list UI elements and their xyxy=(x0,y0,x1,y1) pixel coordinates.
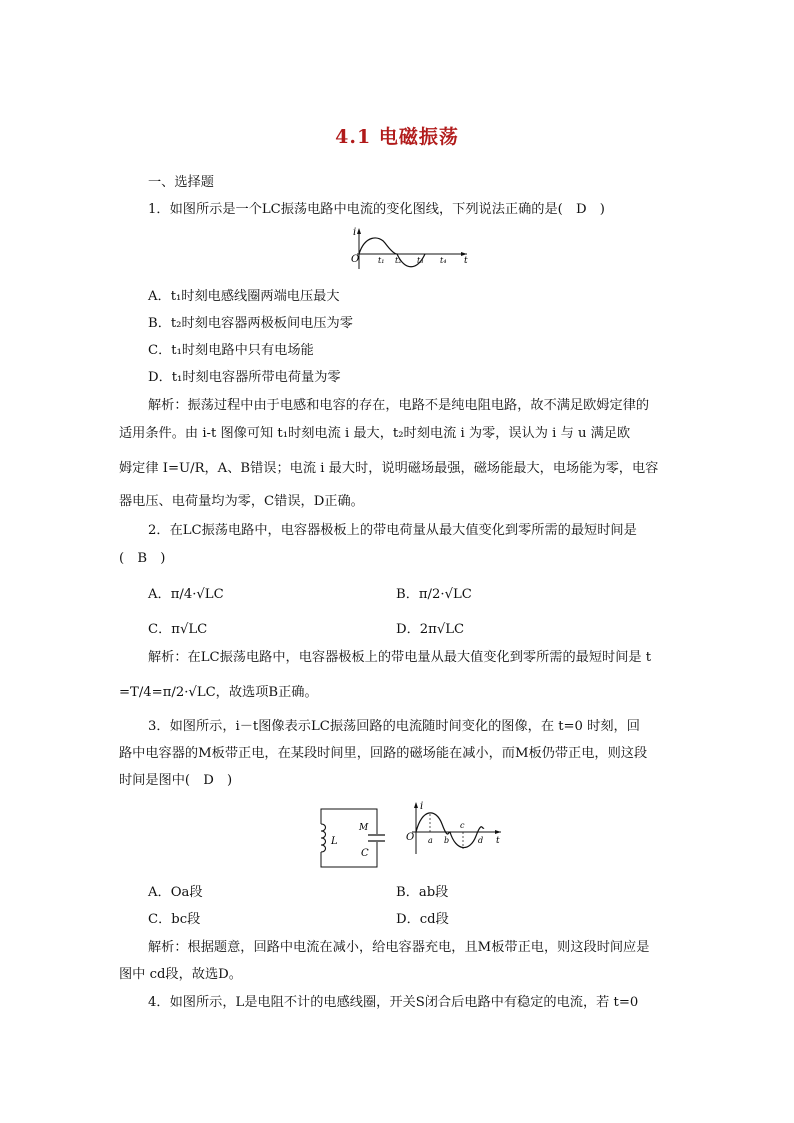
q1-analysis-line-4: 器电压、电荷量均为零，C错误，D正确。 xyxy=(119,494,364,509)
q1-option-d: D．t₁时刻电容器所带电荷量为零 xyxy=(148,370,341,385)
q3-origin: O xyxy=(406,832,415,843)
q2-option-d: D．2π√LC xyxy=(396,622,465,637)
q1-current-graph xyxy=(345,225,480,273)
q2-option-b: B．π/2·√LC xyxy=(396,587,472,602)
q3-inductor-label: L xyxy=(331,836,338,847)
q3-axis-t: t xyxy=(496,836,500,846)
q1-analysis-line-1: 解析：振荡过程中由于电感和电容的存在，电路不是纯电阻电路，故不满足欧姆定律的 xyxy=(148,398,650,413)
q1-option-a: A．t₁时刻电感线圈两端电压最大 xyxy=(148,289,340,304)
q3-current-graph xyxy=(400,800,505,860)
q1-t2: t₂ xyxy=(395,256,402,265)
q1-analysis-line-3: 姆定律 I=U/R，A、B错误；电流 i 最大时，说明磁场最强，磁场能最大，电场能为零，电容 xyxy=(119,461,659,476)
q3-capacitor-label: C xyxy=(361,848,369,859)
q4-stem: 4．如图所示，L是电阻不计的电感线圈，开关S闭合后电路中有稳定的电流，若 t=0 xyxy=(148,995,639,1010)
q2-option-c: C．π√LC xyxy=(148,622,208,637)
q1-stem xyxy=(148,200,605,220)
q3-option-b: B．ab段 xyxy=(396,885,449,900)
q3-analysis-line-2: 图中 cd段，故选D。 xyxy=(119,967,242,982)
q1-axis-t: t xyxy=(464,256,468,266)
q3-axis-i: i xyxy=(420,801,424,812)
q3-point-c: c xyxy=(460,821,465,830)
q3-point-a: a xyxy=(428,836,433,845)
q1-analysis-line-2: 适用条件。由 i-t 图像可知 t₁时刻电流 i 最大，t₂时刻电流 i 为零，误认为 i 与 u 满足欧 xyxy=(119,426,631,441)
q3-plate-m-label: M xyxy=(359,823,369,833)
q2-stem-line-2: ( B ) xyxy=(119,551,166,566)
q3-point-d: d xyxy=(478,836,484,845)
q1-t4: t₄ xyxy=(440,256,447,265)
q3-stem-line-1: 3．如图所示，i－t图像表示LC振荡回路的电流随时间变化的图像，在 t=0 时刻，回 xyxy=(148,719,640,734)
q2-analysis-line-1: 解析：在LC振荡电路中，电容器极板上的带电量从最大值变化到零所需的最短时间是 t xyxy=(148,650,652,665)
q1-t3: t₃ xyxy=(417,256,424,265)
section-heading: 一、选择题 xyxy=(148,175,214,190)
page-title: 4.1 电磁振荡 xyxy=(335,126,459,148)
q1-option-b: B．t₂时刻电容器两极板间电压为零 xyxy=(148,316,353,331)
q2-stem-line-1: 2．在LC振荡电路中，电容器极板上的带电荷量从最大值变化到零所需的最短时间是 xyxy=(148,523,637,538)
q3-point-b: b xyxy=(444,836,450,845)
q3-option-c: C．bc段 xyxy=(148,912,201,927)
q3-lc-circuit-diagram xyxy=(315,806,385,872)
q3-stem-line-2: 路中电容器的M板带正电，在某段时间里，回路的磁场能在减小，而M板仍带正电，则这段 xyxy=(119,746,648,761)
q2-option-a: A．π/4·√LC xyxy=(148,587,224,602)
q2-analysis-line-2: =T/4=π/2·√LC，故选项B正确。 xyxy=(119,685,318,700)
q1-t1: t₁ xyxy=(378,256,385,265)
q1-stem-text: 1．如图所示是一个LC振荡电路中电流的变化图线，下列说法正确的是( D ) xyxy=(148,202,605,217)
q3-option-d: D．cd段 xyxy=(396,912,449,927)
q1-axis-i: i xyxy=(353,227,357,238)
q3-stem-line-3: 时间是图中( D ) xyxy=(119,773,233,788)
q3-analysis-line-1: 解析：根据题意，回路中电流在减小，给电容器充电，且M板带正电，则这段时间应是 xyxy=(148,940,650,955)
q1-option-c: C．t₁时刻电路中只有电场能 xyxy=(148,343,314,358)
q1-origin: O xyxy=(351,254,360,265)
q3-option-a: A．Oa段 xyxy=(148,885,203,900)
